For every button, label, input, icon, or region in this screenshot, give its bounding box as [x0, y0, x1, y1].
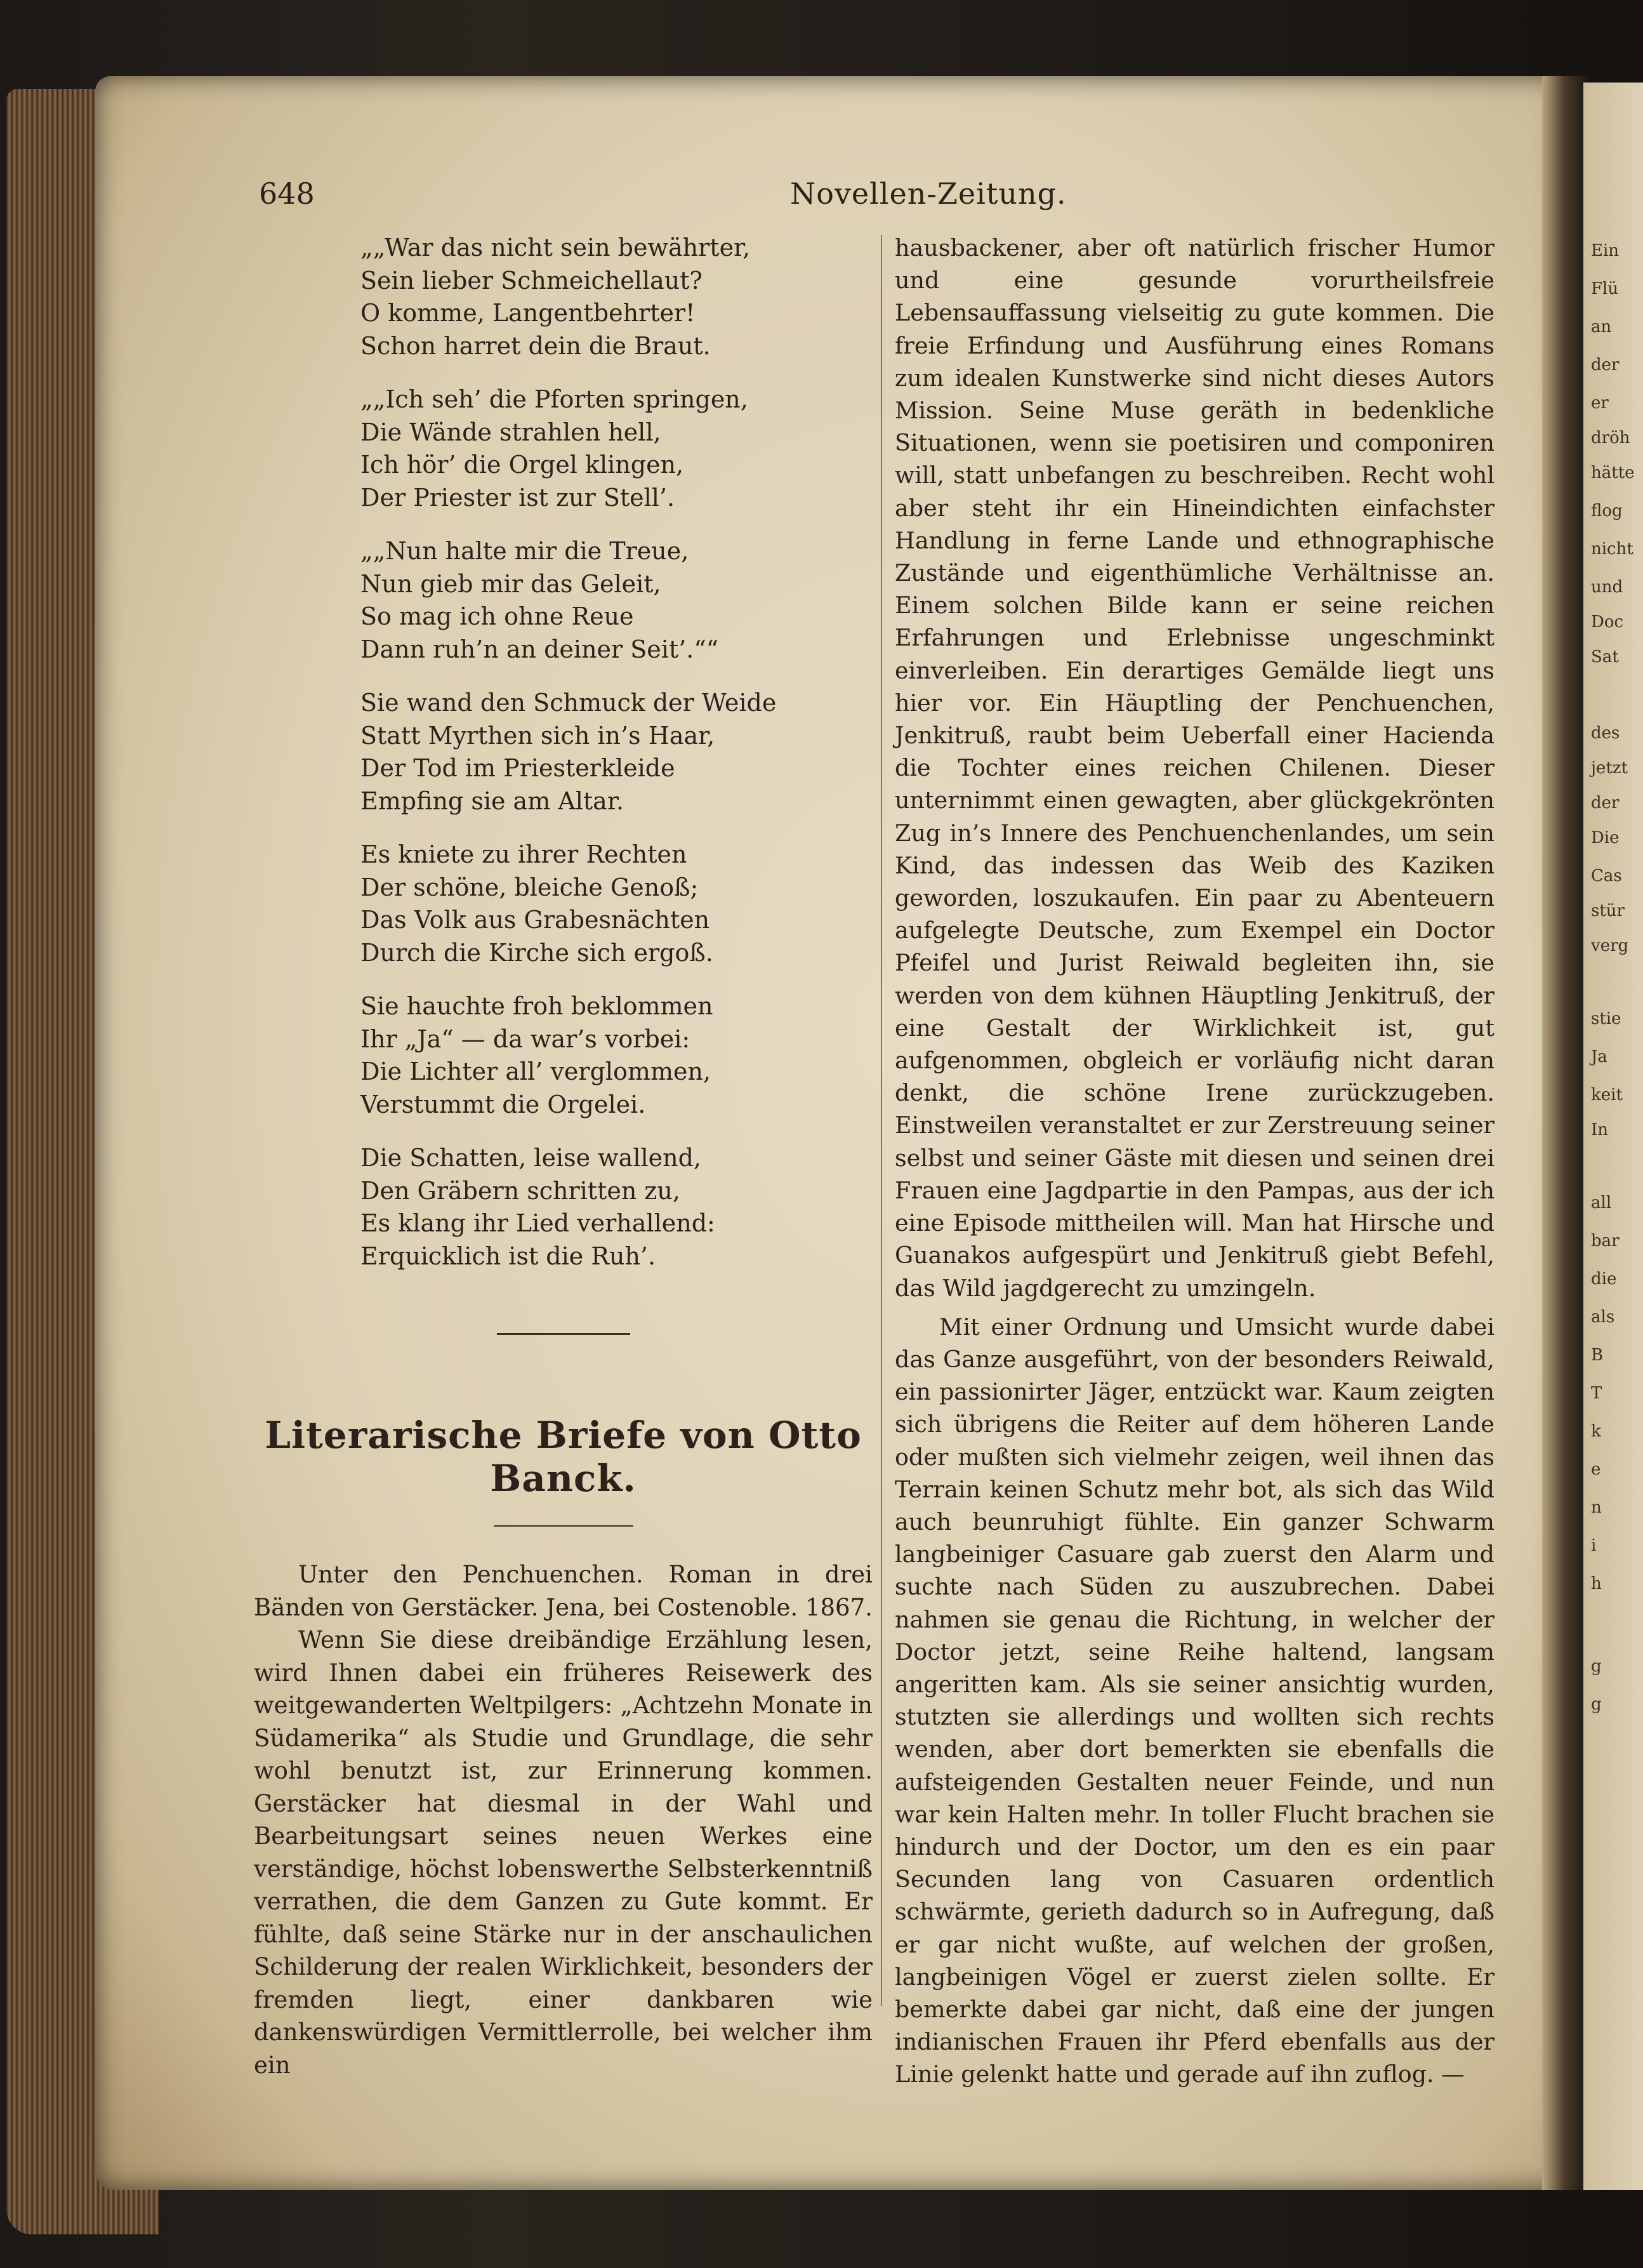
verse-line: Es klang ihr Lied verhallend:: [360, 1209, 715, 1237]
facing-page-word: g: [1591, 1657, 1602, 1676]
facing-page-word: k: [1591, 1422, 1601, 1441]
running-title: Novellen-Zeitung.: [790, 176, 1067, 211]
article-body-right: [895, 232, 1495, 2091]
verse-line: Der schöne, bleiche Genoß;: [360, 873, 699, 901]
verse-line: Die Schatten, leise wallend,: [360, 1144, 702, 1172]
facing-page-word: bar: [1591, 1231, 1620, 1250]
paragraph: hausbackener, aber oft natürlich frischer Humor und eine gesunde vorurtheilsfreie Lebensauffassung vielseitig zu gute kommen. Die freie Erfindung und Ausführung eines Romans zum idealen Kunstwerke sind nicht dieses Autors Mission. Seine Muse geräth in bedenkliche Situationen, wenn sie poetisiren und componiren will, statt unbefangen zu beschreiben. Recht wohl aber steht ihr ein Hineindichten einfachster Handlung in ferne Lande und ethnographische Zustände und eigenthümliche Verhältnisse an. Einem solchen Bilde kann er seine reichen Erfahrungen und Erlebnisse ungeschminkt einverleiben. Ein derartiges Gemälde liegt uns hier vor. Ein Häuptling der Penchuenchen, Jenkitruß, raubt beim Ueberfall einer Hacienda die Tochter eines reichen Chilenen. Dieser unternimmt einen gewagten, aber glückgekrönten Zug in’s Innere des Penchuenchenlandes, um sein Kind, das indessen das Weib des Kaziken geworden, loszukaufen. Ein paar zu Abenteuern aufgelegte Deutsche, zum Exempel ein Doctor Pfeifel und Jurist Reiwald begleiten ihn, sie werden von dem kühnen Häuptling Jenkitruß, der eine Gestalt der Wirklichkeit ist, gut aufgenommen, obgleich er vorläufig nicht daran denkt, die schöne Irene zurückzugeben. Einstweilen veranstaltet er zur Zerstreuung seiner selbst und seiner Gäste mit diesen und seinen drei Frauen eine Jagdpartie in den Pampas, aus der ich eine Episode mittheilen will. Man hat Hirsche und Guanakos aufgespürt und Jenkitruß giebt Befehl, das Wild jagdgerecht zu umzingeln.: [895, 234, 1495, 1302]
verse-line: Der Tod im Priesterkleide: [360, 754, 675, 782]
paragraph: Wenn Sie diese dreibändige Erzählung lesen, wird Ihnen dabei ein früheres Reisewerk des weitgewanderten Weltpilgers: „Achtzehn Monate in Südamerika“ als Studie und Grundlage, die sehr wohl benutzt ist, zur Erinnerung kommen. Gerstäcker hat diesmal in der Wahl und Bearbeitungsart seines neuen Werkes eine verständige, höchst lobenswerthe Selbsterkenntniß verrathen, die dem Ganzen zu Gute kommt. Er fühlte, daß seine Stärke nur in der anschaulichen Schilderung der realen Wirklichkeit, besonders der fremden liegt, einer dankbaren wie dankenswürdigen Vermittlerrolle, bei welcher ihm ein: [254, 1626, 873, 2079]
facing-page-word: die: [1591, 1270, 1617, 1289]
book-gutter: [1542, 76, 1587, 2190]
facing-page-word: der: [1591, 793, 1620, 812]
facing-page-word: jetzt: [1591, 759, 1628, 778]
facing-page-word: Die: [1591, 828, 1620, 847]
verse-line: „„Ich seh’ die Pforten springen,: [360, 385, 748, 413]
facing-page-word: n: [1591, 1498, 1602, 1517]
facing-page-word: hätte: [1591, 463, 1635, 482]
verse-line: Verstummt die Orgelei.: [360, 1090, 646, 1118]
facing-page-word: als: [1591, 1308, 1615, 1327]
facing-page-word: dröh: [1591, 428, 1630, 448]
facing-page-word: h: [1591, 1574, 1602, 1593]
poem-stanza: [360, 687, 873, 818]
paragraph: Mit einer Ordnung und Umsicht wurde dabei das Ganze ausgeführt, von der besonders Reiwald, ein passionirter Jäger, entzückt war. Kaum zeigten sich übrigens die Reiter auf dem höheren Lande oder mußten sich vielmehr zeigen, weil ihnen das Terrain keinen Schutz mehr bot, als sich das Wild auch beunruhigt fühlte. Ein ganzer Schwarm langbeiniger Casuare gab zuerst den Alarm und suchte nach Süden zu auszubrechen. Dabei nahmen sie genau die Richtung, in welcher der Doctor jetzt, seine Reihe haltend, langsam angeritten kam. Als sie seiner ansichtig wurden, stutzten sie allerdings und wollten sich rechts wenden, aber dort bemerkten sie ebenfalls die aufsteigenden Gestalten neuer Feinde, und nun war kein Halten mehr. In toller Flucht brachen sie hindurch und der Doctor, um den es ein paar Secunden lang von Casuaren ordentlich schwärmte, gerieth dadurch so in Aufregung, daß er gar nicht wußte, auf welchen der großen, langbeinigen Vögel er zuerst zielen sollte. Er bemerkte dabei gar nicht, daß eine der jungen indianischen Frauen ihr Pferd ebenfalls aus der Linie gelenkt hatte und gerade auf ihn zuflog. —: [895, 1313, 1495, 2088]
article-title: Literarische Briefe von Otto Banck.: [265, 1414, 862, 1500]
facing-page-word: T: [1591, 1384, 1602, 1403]
section-separator: [497, 1333, 630, 1335]
verse-line: Ihr „Ja“ — da war’s vorbei:: [360, 1025, 690, 1053]
facing-page-word: der: [1591, 355, 1620, 375]
verse-line: Empfing sie am Altar.: [360, 786, 624, 815]
poem-stanza: [360, 383, 873, 514]
poem-stanza: [360, 535, 873, 666]
facing-page-word: g: [1591, 1695, 1602, 1714]
verse-line: Sein lieber Schmeichellaut?: [360, 266, 703, 295]
poem: [254, 232, 873, 1273]
facing-page-word: B: [1591, 1346, 1604, 1365]
poem-stanza: [360, 990, 873, 1121]
facing-page-word: des: [1591, 724, 1620, 743]
verse-line: Das Volk aus Grabesnächten: [360, 906, 710, 934]
poem-stanza: [360, 1142, 873, 1273]
facing-page-word: i: [1591, 1536, 1597, 1555]
facing-page-word: und: [1591, 578, 1623, 597]
facing-page-word: flog: [1591, 501, 1623, 521]
verse-line: Dann ruh’n an deiner Seit’.““: [360, 635, 719, 663]
title-underline: [494, 1525, 633, 1527]
facing-page-word: e: [1591, 1460, 1601, 1479]
facing-page-word: an: [1591, 317, 1612, 336]
facing-page-word: Cas: [1591, 866, 1622, 885]
book-reference: Unter den Penchuenchen. Roman in drei Bänden von Gerstäcker. Jena, bei Costenoble. 1867.: [254, 1561, 873, 1621]
verse-line: So mag ich ohne Reue: [360, 602, 634, 630]
verse-line: Nun gieb mir das Geleit,: [360, 569, 661, 598]
next-page-fragment: [1583, 83, 1643, 2190]
facing-page-word: Ja: [1591, 1047, 1607, 1066]
facing-page-word: nicht: [1591, 540, 1633, 559]
left-column: [254, 232, 873, 2081]
verse-line: Erquicklich ist die Ruh’.: [360, 1242, 656, 1270]
article-body-left: [254, 1558, 873, 2081]
verse-line: Die Wände strahlen hell,: [360, 418, 661, 446]
verse-line: Statt Myrthen sich in’s Haar,: [360, 721, 715, 750]
facing-page-word: In: [1591, 1120, 1609, 1139]
facing-page-word: keit: [1591, 1085, 1623, 1104]
facing-page-word: verg: [1591, 936, 1629, 955]
verse-line: Sie wand den Schmuck der Weide: [360, 689, 777, 717]
verse-line: Die Lichter all’ verglommen,: [360, 1058, 711, 1085]
verse-line: O komme, Langentbehrter!: [360, 299, 696, 327]
verse-line: Es kniete zu ihrer Rechten: [360, 840, 687, 868]
facing-page-word: Ein: [1591, 241, 1620, 260]
column-divider: [881, 235, 882, 2006]
verse-line: Schon harret dein die Braut.: [360, 331, 711, 360]
facing-page-word: stür: [1591, 901, 1625, 920]
facing-page-word: Sat: [1591, 647, 1619, 666]
verse-line: Durch die Kirche sich ergoß.: [360, 938, 713, 967]
right-column: [895, 232, 1495, 2091]
facing-page-word: stie: [1591, 1009, 1621, 1028]
facing-page-word: er: [1591, 394, 1609, 413]
facing-page-word: Flü: [1591, 279, 1619, 298]
verse-line: „„Nun halte mir die Treue,: [360, 537, 689, 565]
verse-line: „„War das nicht sein bewährter,: [360, 234, 751, 262]
poem-stanza: [360, 232, 873, 362]
verse-line: Ich hör’ die Orgel klingen,: [360, 451, 684, 479]
poem-stanza: [360, 839, 873, 969]
facing-page-word: Doc: [1591, 613, 1624, 632]
verse-line: Der Priester ist zur Stell’.: [360, 483, 675, 512]
verse-line: Sie hauchte froh beklommen: [360, 992, 713, 1020]
page-number: 648: [259, 176, 315, 211]
verse-line: Den Gräbern schritten zu,: [360, 1176, 680, 1205]
facing-page-word: all: [1591, 1193, 1612, 1212]
